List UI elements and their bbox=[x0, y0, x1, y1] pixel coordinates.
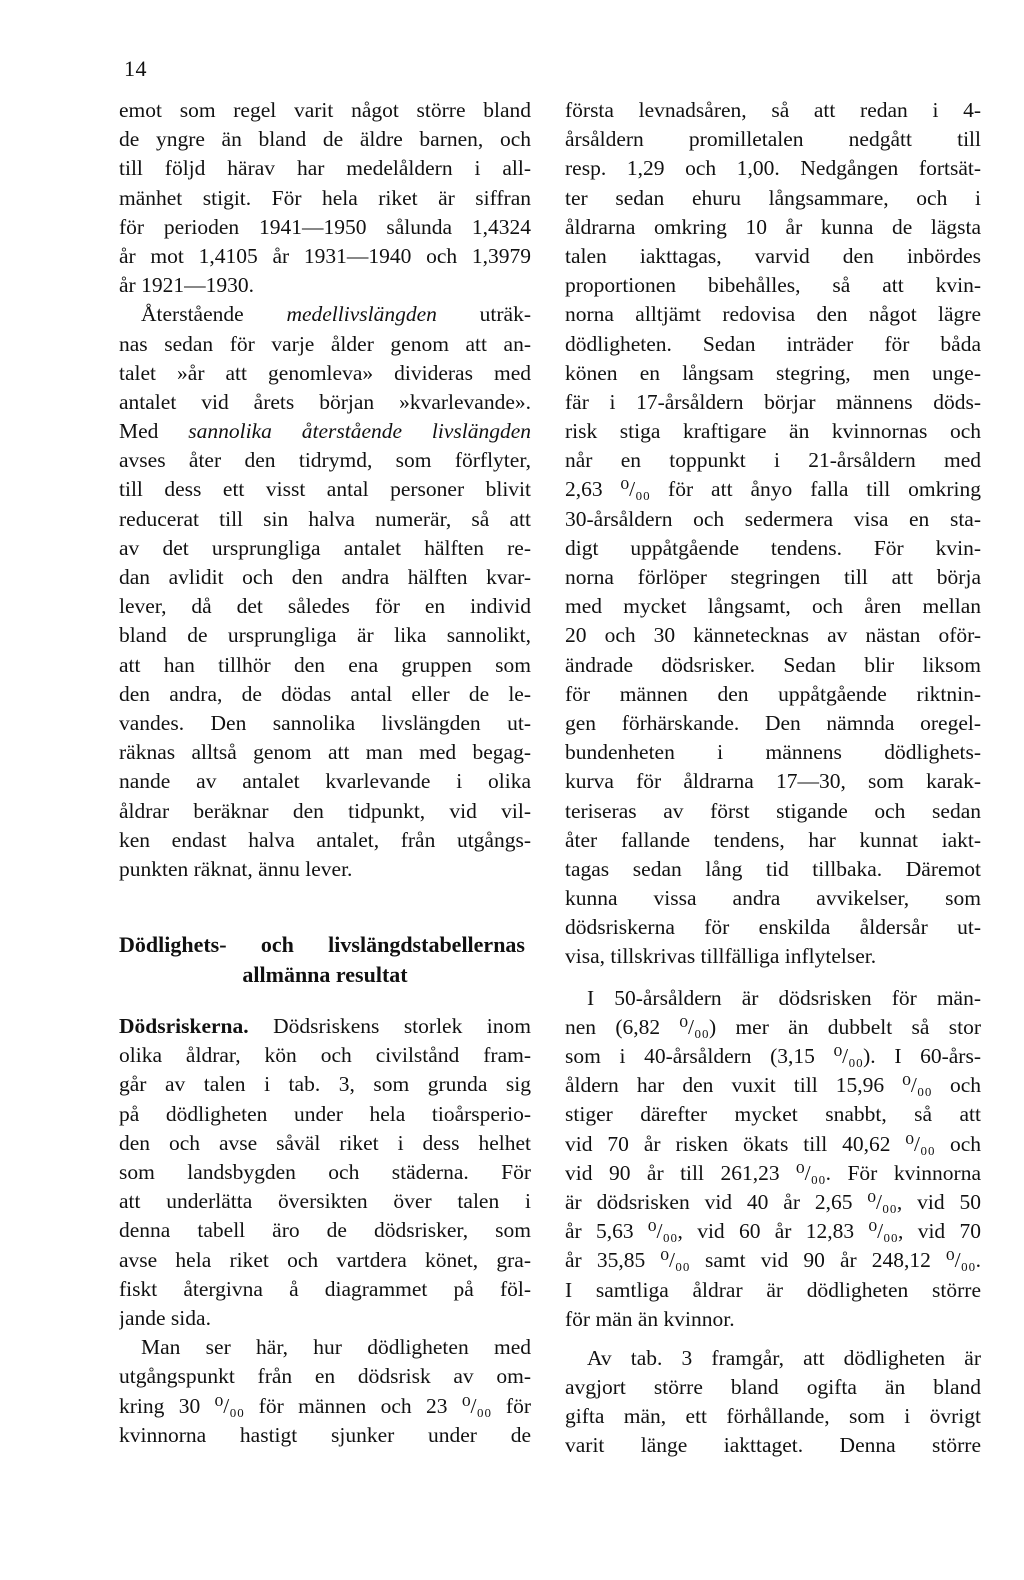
text-line: nen (6,82 ⁰/₀₀) mer än dubbelt så stor bbox=[565, 1014, 981, 1039]
text-line: avses åter den tidrymd, som förflyter, bbox=[119, 448, 531, 473]
text-line: 2,63 ⁰/₀₀ för att ånyo falla till omkring bbox=[565, 477, 981, 502]
text-line: den och avse såväl riket i dess helhet bbox=[119, 1130, 531, 1155]
text-line: bland de ursprungliga är lika sannolikt, bbox=[119, 623, 531, 648]
text-line: kvinnorna hastigt sjunker under de bbox=[119, 1422, 531, 1447]
text-line: proportionen bibehålles, så att kvin- bbox=[565, 273, 981, 298]
text-line: når en toppunkt i 21-årsåldern med bbox=[565, 448, 981, 473]
emphasis-term: medellivslängden bbox=[286, 302, 437, 327]
text-line: denna tabell äro de dödsrisker, som bbox=[119, 1218, 531, 1243]
paragraph bbox=[565, 96, 981, 972]
text-line: vid 70 år risken ökats till 40,62 ⁰/₀₀ och bbox=[565, 1131, 981, 1156]
text-line: går av talen i tab. 3, som grunda sig bbox=[119, 1072, 531, 1097]
text-line bbox=[119, 1012, 531, 1041]
text-line: ken endast halva antalet, från utgångs- bbox=[119, 827, 531, 852]
text-line: I 50-årsåldern är dödsrisken för män- bbox=[587, 985, 981, 1010]
text-line: visa, tillskrivas tillfälliga inflytelser. bbox=[565, 944, 877, 969]
text-line: på dödligheten under hela tioårsperio- bbox=[119, 1101, 531, 1126]
text-line: antalet vid årets början »kvarlevande». bbox=[119, 389, 531, 414]
text-line: med mycket långsamt, och åren mellan bbox=[565, 594, 981, 619]
paragraph bbox=[119, 1012, 531, 1333]
text-line: till dess ett visst antal personer blivit bbox=[119, 477, 531, 502]
text-line: 20 och 30 kännetecknas av nästan oför- bbox=[565, 623, 981, 648]
text-line: mänhet stigit. För hela riket är siffran bbox=[119, 185, 531, 210]
text-line: de yngre än bland de äldre barnen, och bbox=[119, 127, 531, 152]
right-column bbox=[565, 96, 981, 1461]
text-line: år 1921—1930. bbox=[119, 273, 254, 298]
text-line: talet »år att genomleva» divideras med bbox=[119, 360, 531, 385]
paragraph bbox=[119, 1333, 531, 1450]
text-line: norna förlöper stegringen till att börja bbox=[565, 565, 981, 589]
text-line: åldrarna omkring 10 år kunna de lägsta bbox=[565, 214, 981, 239]
text-line: jande sida. bbox=[119, 1305, 211, 1330]
text-line: könen en långsam stegring, men unge- bbox=[565, 360, 981, 385]
left-column bbox=[119, 96, 531, 1450]
paragraph bbox=[119, 417, 531, 884]
text-run: uträk- bbox=[436, 302, 531, 327]
paragraph bbox=[565, 1344, 981, 1461]
text-line: talen iakttagas, varvid den inbördes bbox=[565, 243, 981, 268]
text-line: dan avlidit och den andra hälften kvar- bbox=[119, 565, 531, 589]
text-line: Av tab. 3 framgår, att dödligheten är bbox=[587, 1345, 981, 1370]
paragraph bbox=[565, 984, 981, 1334]
text-line: åter fallande tendens, har kunnat iakt- bbox=[565, 827, 981, 852]
text-line: emot som regel varit något större bland bbox=[119, 98, 531, 122]
text-line: år 35,85 ⁰/₀₀ samt vid 90 år 248,12 ⁰/₀₀. bbox=[565, 1248, 981, 1273]
paragraph bbox=[119, 300, 531, 417]
text-line: utgångspunkt från en dödsrisk av om- bbox=[119, 1364, 531, 1389]
text-line: reducerat till sin halva numerär, så att bbox=[119, 506, 531, 531]
text-line: digt uppåtgående tendens. För kvin- bbox=[565, 535, 981, 560]
text-line: åldern har den vuxit till 15,96 ⁰/₀₀ och bbox=[565, 1073, 981, 1098]
text-line: av det ursprungliga antalet hälften re- bbox=[119, 535, 531, 560]
text-line: 30-årsåldern och sedermera visa en sta- bbox=[565, 506, 981, 531]
text-line: teriseras av först stigande och sedan bbox=[565, 798, 981, 823]
text-line: gifta män, ett förhållande, som i övrigt bbox=[565, 1404, 981, 1429]
text-line: nande av antalet kvarlevande i olika bbox=[119, 769, 531, 794]
page-number: 14 bbox=[124, 56, 147, 81]
text-line: resp. 1,29 och 1,00. Nedgången fortsät- bbox=[565, 156, 981, 181]
text-line: stiger därefter mycket snabbt, så att bbox=[565, 1102, 981, 1127]
text-line: den andra, de dödas antal eller de le- bbox=[119, 681, 531, 706]
text-run: Återstående bbox=[141, 302, 287, 327]
text-line: är dödsrisken vid 40 år 2,65 ⁰/₀₀, vid 50 bbox=[565, 1189, 981, 1214]
text-line: till följd härav har medelåldern i all- bbox=[119, 156, 531, 181]
text-line: tagas sedan lång tid tillbaka. Däremot bbox=[565, 856, 981, 881]
text-line: norna alltjämt redovisa den något lägre bbox=[565, 302, 981, 327]
text-line: räknas alltså genom att man med begag- bbox=[119, 740, 531, 765]
text-line: år 5,63 ⁰/₀₀, vid 60 år 12,83 ⁰/₀₀, vid 70 bbox=[565, 1219, 981, 1244]
text-line: åldrar beräknar den tidpunkt, vid vil- bbox=[119, 798, 531, 823]
paragraph bbox=[119, 96, 531, 300]
text-line: dödsriskerna för enskilda åldersår ut- bbox=[565, 915, 981, 940]
text-line: Man ser här, hur dödligheten med bbox=[141, 1335, 531, 1360]
text-line: kring 30 ⁰/₀₀ för männen och 23 ⁰/₀₀ för bbox=[119, 1393, 531, 1418]
text-line: kurva för åldrarna 17—30, som karak- bbox=[565, 769, 981, 794]
text-line: ter sedan ehuru långsammare, och i bbox=[565, 185, 981, 210]
text-line: dödligheten. Sedan inträder för båda bbox=[565, 331, 981, 356]
text-run: Dödsriskens storlek inom bbox=[248, 1014, 531, 1039]
text-line: avse hela riket och vartdera könet, gra- bbox=[119, 1247, 531, 1272]
text-line: varit länge iakttaget. Denna större bbox=[565, 1433, 981, 1458]
text-line: årsåldern promilletalen nedgått till bbox=[565, 127, 981, 152]
emphasis-term: sannolika återstående livslängden bbox=[188, 419, 531, 444]
text-run: Med bbox=[119, 419, 189, 444]
text-line: som i 40-årsåldern (3,15 ⁰/₀₀). I 60-års- bbox=[565, 1044, 981, 1068]
text-line: för männen den uppåtgående riktnin- bbox=[565, 681, 981, 706]
section-heading: Dödlighets- och livslängdstabellernas bbox=[119, 932, 525, 958]
text-line: att underlätta översikten över talen i bbox=[119, 1189, 531, 1214]
text-line: att han tillhör den ena gruppen som bbox=[119, 652, 531, 677]
text-line: olika åldrar, kön och civilstånd fram- bbox=[119, 1043, 531, 1068]
text-line: ändrade dödsrisker. Sedan blir liksom bbox=[565, 652, 981, 677]
text-line: första levnadsåren, så att redan i 4- bbox=[565, 98, 981, 122]
text-line bbox=[119, 417, 531, 446]
text-line: vid 90 år till 261,23 ⁰/₀₀. För kvinnorna bbox=[565, 1160, 981, 1185]
text-line: punkten räknat, ännu lever. bbox=[119, 856, 353, 881]
text-line: som landsbygden och städerna. För bbox=[119, 1160, 531, 1184]
text-line: lever, då det således för en individ bbox=[119, 594, 531, 619]
text-line: fär i 17-årsåldern börjar männens döds- bbox=[565, 389, 981, 414]
text-line: bundenheten i männens dödlighets- bbox=[565, 740, 981, 765]
text-line: gen förhärskande. Den nämnda oregel- bbox=[565, 710, 981, 735]
text-line: för perioden 1941—1950 sålunda 1,4324 bbox=[119, 214, 531, 239]
text-line: avgjort större bland ogifta än bland bbox=[565, 1375, 981, 1400]
text-line: risk stiga kraftigare än kvinnornas och bbox=[565, 419, 981, 444]
text-line: vandes. Den sannolika livslängden ut- bbox=[119, 710, 531, 735]
text-line: år mot 1,4105 år 1931—1940 och 1,3979 bbox=[119, 243, 531, 268]
text-line: nas sedan för varje ålder genom att an- bbox=[119, 331, 531, 356]
text-line: för män än kvinnor. bbox=[565, 1306, 735, 1331]
text-line: kunna vissa andra avvikelser, som bbox=[565, 886, 981, 911]
text-line: I samtliga åldrar är dödligheten större bbox=[565, 1277, 981, 1302]
text-line bbox=[119, 300, 531, 329]
section-heading-line2: allmänna resultat bbox=[242, 962, 408, 988]
text-line: fiskt återgivna å diagrammet på föl- bbox=[119, 1276, 531, 1301]
run-in-heading: Dödsriskerna. bbox=[119, 1014, 249, 1039]
